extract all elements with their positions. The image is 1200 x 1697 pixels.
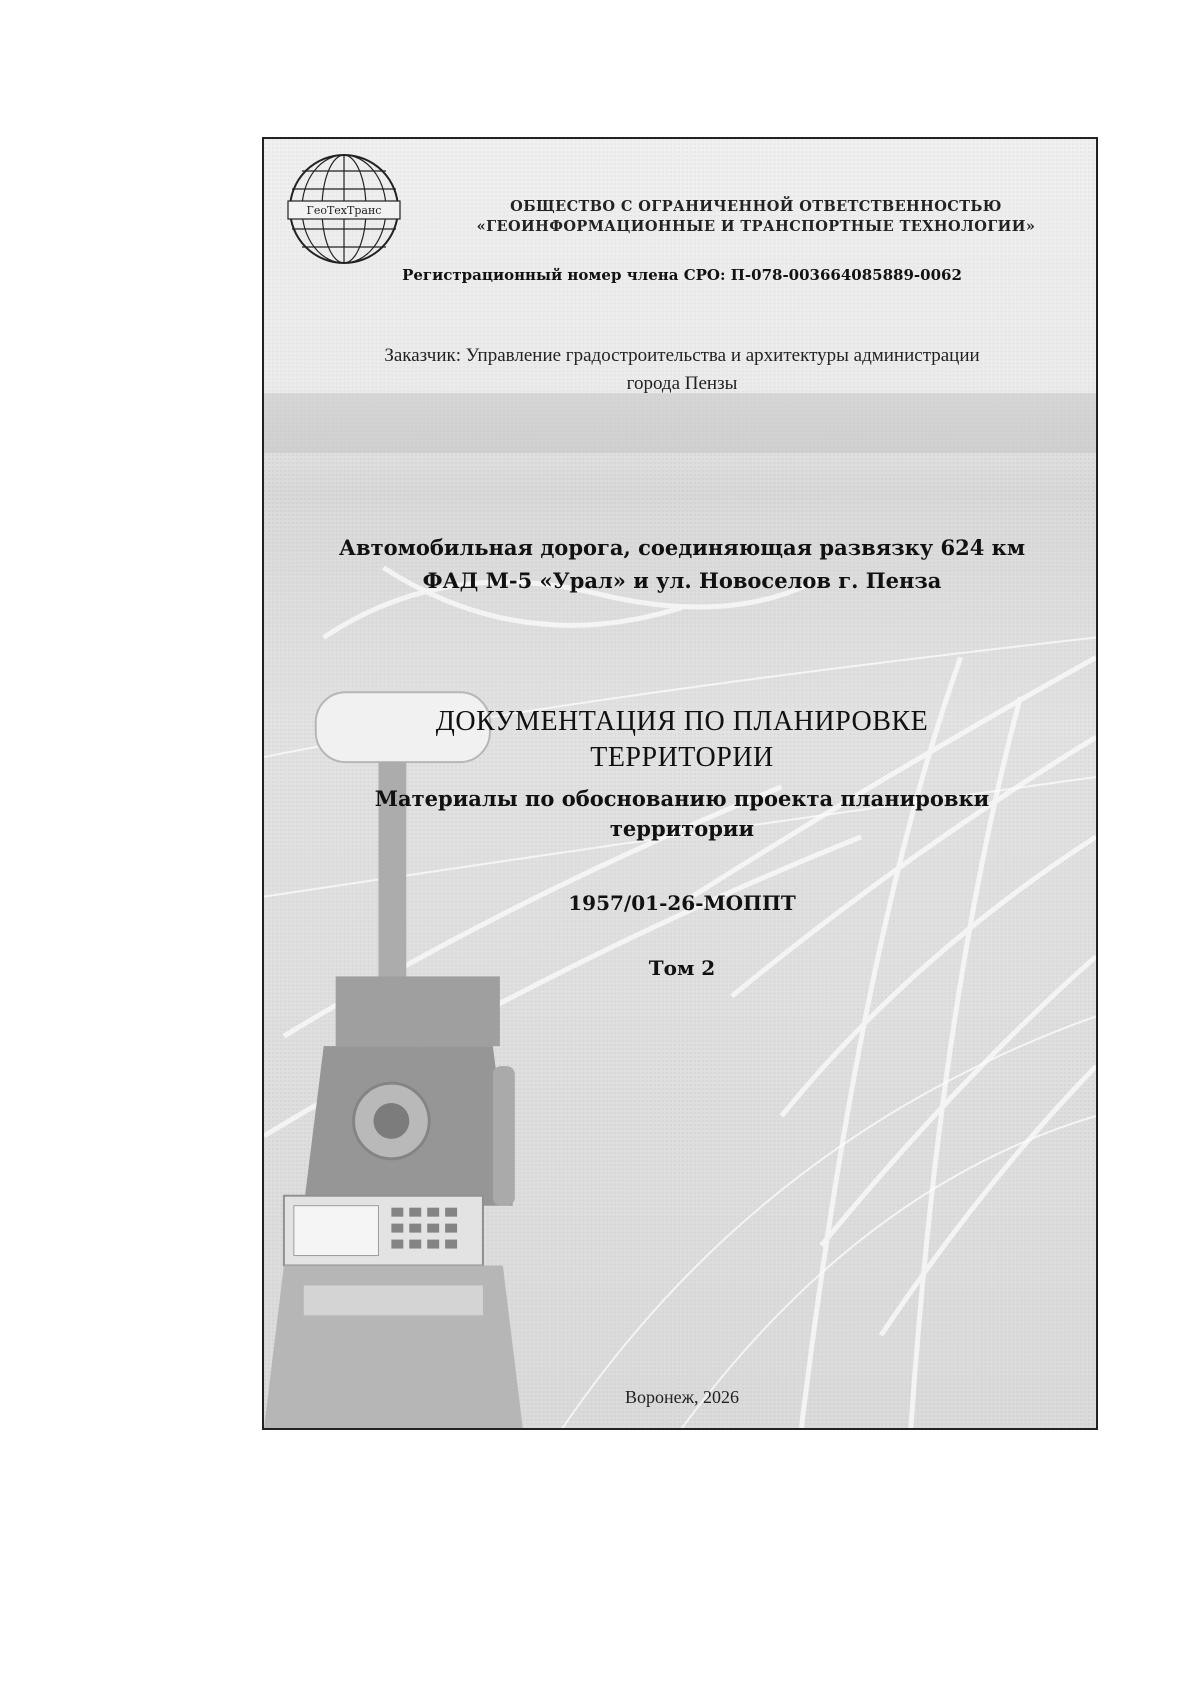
sro-registration-number: Регистрационный номер члена СРО: П-078-003664085889-0062 <box>402 266 962 284</box>
header <box>284 149 1084 269</box>
road-line-1: Автомобильная дорога, соединяющая развязку 624 км <box>338 535 1026 560</box>
city-year: Воронеж, 2026 <box>624 1387 740 1407</box>
customer-line-2: города Пензы <box>626 373 738 394</box>
organization-name <box>436 197 1076 237</box>
org-line-1: ОБЩЕСТВО С ОГРАНИЧЕННОЙ ОТВЕТСТВЕННОСТЬЮ <box>510 198 1002 215</box>
volume-number: Том 2 <box>648 956 716 980</box>
document-code: 1957/01-26-МОППТ <box>568 891 796 915</box>
org-line-2: «ГЕОИНФОРМАЦИОННЫЕ И ТРАНСПОРТНЫЕ ТЕХНОЛОГИИ» <box>476 218 1036 235</box>
subtitle-line-1: Материалы по обоснованию проекта планировки <box>374 786 990 811</box>
title-line-2: ТЕРРИТОРИИ <box>590 742 774 773</box>
cover-sheet <box>262 137 1098 1430</box>
title-line-1: ДОКУМЕНТАЦИЯ ПО ПЛАНИРОВКЕ <box>435 706 929 737</box>
logo-text: ГеоТехТранс <box>306 204 382 217</box>
road-line-2: ФАД М-5 «Урал» и ул. Новоселов г. Пенза <box>422 568 942 593</box>
customer-line-1: Заказчик: Управление градостроительства и архитектуры администрации <box>384 345 980 366</box>
document-title <box>274 704 1090 776</box>
road-name <box>274 531 1090 597</box>
company-logo <box>284 149 404 269</box>
document-subtitle <box>274 784 1090 844</box>
customer-block <box>284 342 1080 398</box>
subtitle-line-2: территории <box>609 816 755 841</box>
